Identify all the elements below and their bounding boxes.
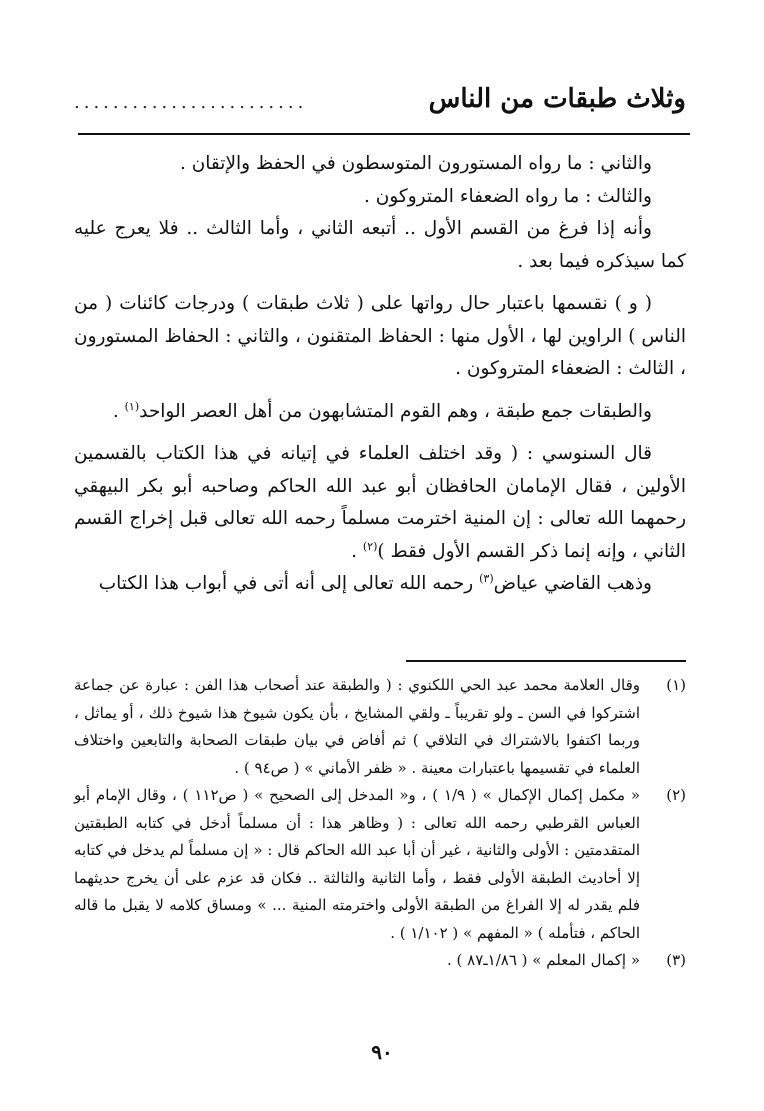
paragraph-6 — [74, 438, 686, 568]
paragraph-5 — [74, 396, 686, 429]
paragraph-3: وأنه إذا فرغ من القسم الأول .. أتبعه الثاني ، وأما الثالث .. فلا يعرج عليه كما سيذكره فيما بعد . — [74, 218, 686, 272]
footnote-ref-3: (٣) — [479, 571, 494, 585]
footnote-2 — [74, 782, 686, 947]
page-number: ٩٠ — [371, 1040, 393, 1064]
footnote-number: (١) — [666, 676, 686, 694]
footnote-number: (٣) — [666, 951, 686, 969]
main-text — [74, 148, 686, 601]
paragraph-6-text: قال السنوسي : ( وقد اختلف العلماء في إتيانه في هذا الكتاب بالقسمين الأولين ، فقال الإمامان الحافظان أبو عبد الله الحاكم وصاحبه أبو بكر البيهقي رحمهما الله تعالى : إن المنية اخترمت مسلماً رحمه الله تعالى قبل إخراج القسم الثاني ، وإنه إنما ذكر القسم الأول فقط ) — [74, 443, 686, 562]
leader-dots: ........................ — [74, 92, 308, 113]
paragraph-4: ( و ) نقسمها باعتبار حال رواتها على ( ثلاث طبقات ) ودرجات كائنات ( من الناس ) الراوين لها ، الأول منها : الحفاظ المتقنون ، والثاني : الحفاظ المستورون ، الثالث : الضعفاء المتروكون . — [74, 293, 686, 379]
paragraph-7-text-a: وذهب القاضي عياض — [493, 573, 652, 594]
footnote-text: « إكمال المعلم » ( ١/٨٦ـ٨٧ ) . — [446, 951, 640, 969]
footnote-ref-1: (١) — [124, 399, 140, 413]
paragraph-1: والثاني : ما رواه المستورون المتوسطون في الحفظ والإتقان . — [179, 153, 652, 174]
footnote-text: وقال العلامة محمد عبد الحي اللكنوي : ( والطبقة عند أصحاب هذا الفن : عبارة عن جماعة اشتركوا في السن ـ ولو تقريباً ـ ولقي المشايخ ، بأن يكون شيوخ هذا شيوخ ذلك ، أو يماثل ، وربما اكتفوا بالاشتراك في التلاقي ) ثم أفاض في بيان طبقات الصحابة والتابعين واختلاف العلماء في تقسيمها باعتبارات معينة . « ظفر الأماني » ( ص٩٤ ) . — [74, 676, 640, 777]
paragraph-5-end: . — [112, 400, 125, 422]
footnotes — [74, 672, 686, 975]
footnote-ref-2: (٢) — [362, 539, 378, 553]
footnote-3 — [74, 947, 686, 975]
footnote-1 — [74, 672, 686, 782]
paragraph-2: والثالث : ما رواه الضعفاء المتروكون . — [364, 185, 652, 207]
paragraph-6-end: . — [351, 540, 363, 562]
paragraph-7 — [74, 568, 686, 601]
footnote-text: « مكمل إكمال الإكمال » ( ١/٩ ) ، و« المدخل إلى الصحيح » ( ص١١٢ ) ، وقال الإمام أبو العباس القرطبي رحمه الله تعالى : ( وظاهر هذا : أن مسلماً أدخل في كتابه الطبقتين المتقدمتين : الأولى والثانية ، غير أن أبا عبد الله الحاكم قال : « إن مسلماً لم يدخل في كتابه إلا أحاديث الطبقة الأولى فقط ، وأما الثانية والثالثة .. فكان قد عزم على أن يخرج حديثهما فلم يقدر له إلا الفراغ من الطبقة الأولى واخترمته المنية ... » ومساق كلامه لا يقبل ما قاله الحاكم ، فتأمله ) « المفهم » ( ١/١٠٢ ) . — [74, 786, 641, 942]
footnote-number: (٢) — [666, 786, 686, 804]
running-header — [74, 78, 686, 118]
paragraph-5-text: والطبقات جمع طبقة ، وهم القوم المتشابهون من أهل العصر الواحد — [139, 400, 652, 422]
running-title: وثلاث طبقات من الناس — [428, 84, 686, 114]
paragraph-7-text-b: رحمه الله تعالى إلى أنه أتى في أبواب هذا الكتاب — [98, 573, 480, 594]
footnote-rule — [406, 660, 686, 662]
header-rule — [78, 133, 690, 135]
